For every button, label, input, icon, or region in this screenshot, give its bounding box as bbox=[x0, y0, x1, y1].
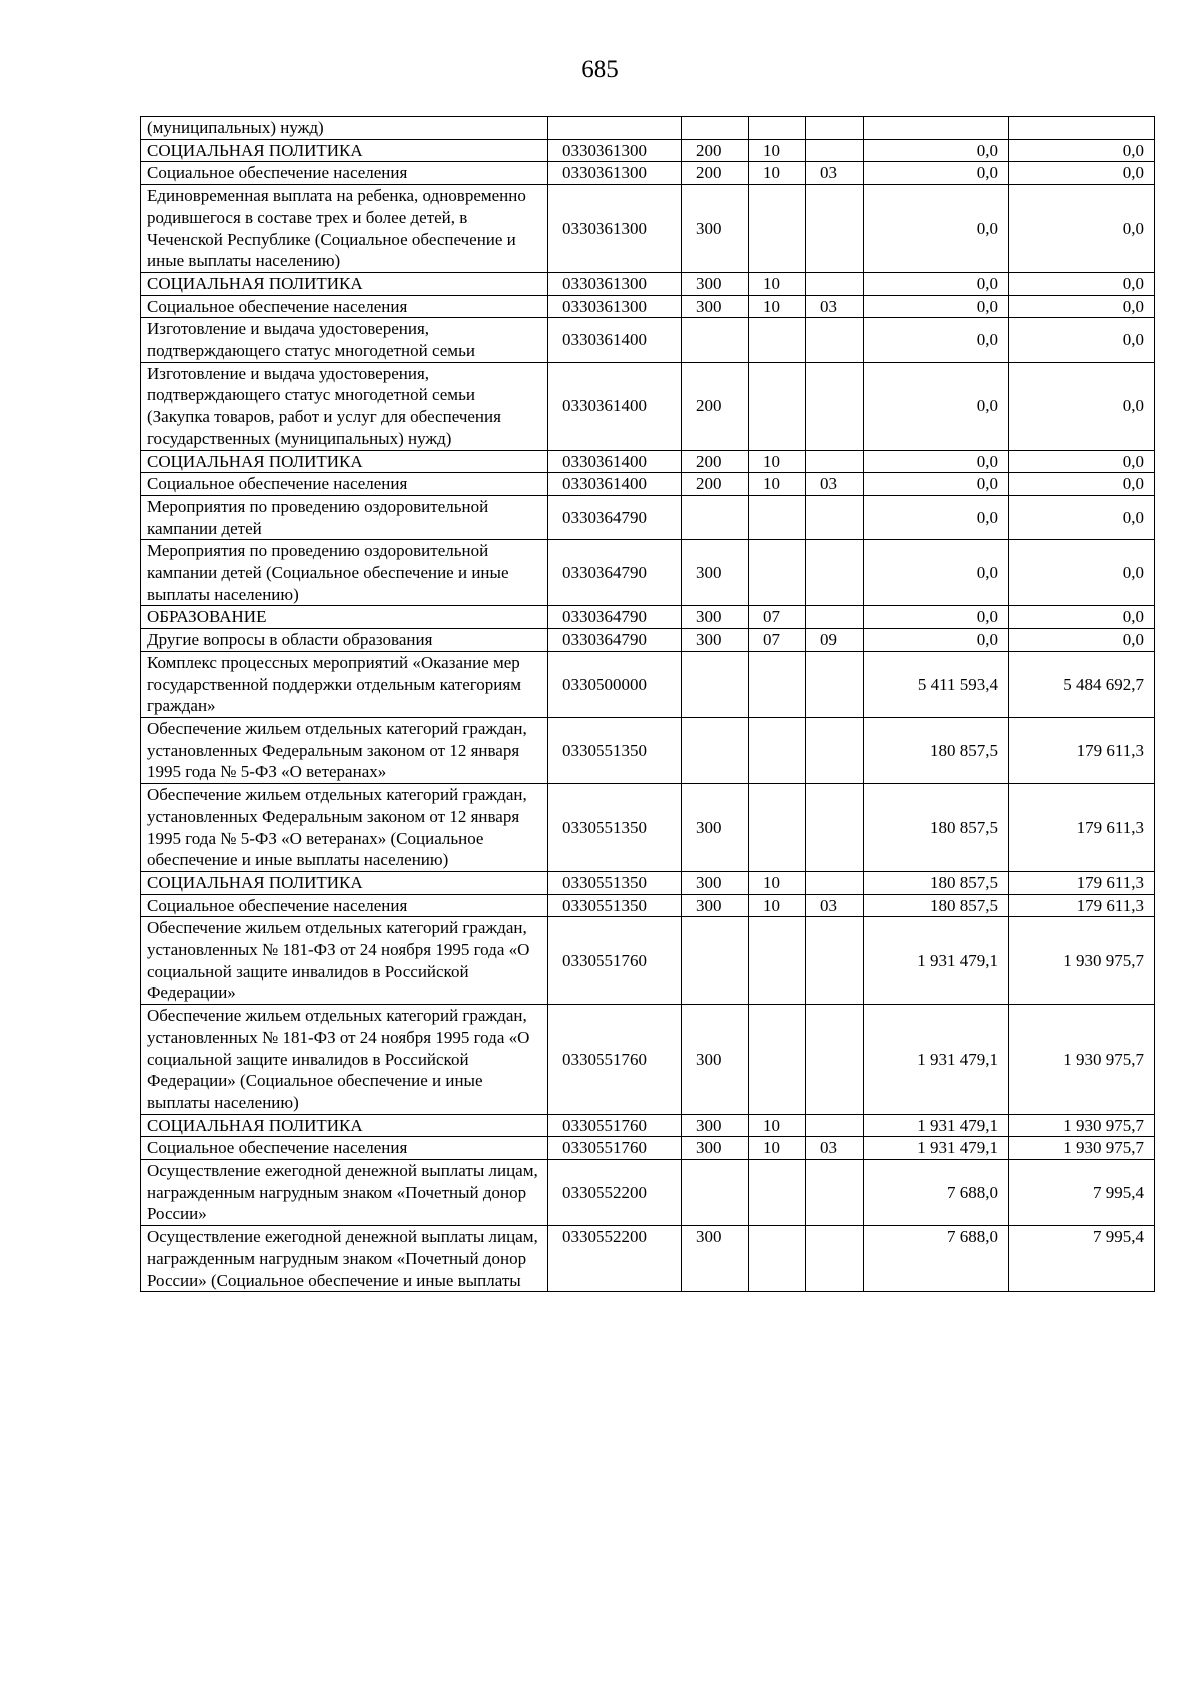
row-name: Мероприятия по проведению оздоровительной кампании детей (Социальное обеспечение и иные выплаты населению) bbox=[141, 540, 548, 606]
row-code: 0330551760 bbox=[548, 1137, 682, 1160]
row-name: СОЦИАЛЬНАЯ ПОЛИТИКА bbox=[141, 272, 548, 295]
row-name: Обеспечение жильем отдельных категорий граждан, установленных Федеральным законом от 12 января 1995 года № 5-ФЗ «О ветеранах» (Социальное обеспечение и иные выплаты населению) bbox=[141, 784, 548, 872]
table-row bbox=[141, 318, 1155, 362]
row-expense-type: 300 bbox=[682, 629, 749, 652]
row-code: 0330361300 bbox=[548, 272, 682, 295]
row-section: 10 bbox=[749, 871, 806, 894]
row-name: Обеспечение жильем отдельных категорий граждан, установленных № 181-ФЗ от 24 ноября 1995 года «О социальной защите инвалидов в Российской Федерации» bbox=[141, 917, 548, 1005]
row-expense-type bbox=[682, 917, 749, 1005]
row-expense-type: 200 bbox=[682, 362, 749, 450]
row-expense-type bbox=[682, 117, 749, 140]
row-amount-year-1: 1 931 479,1 bbox=[864, 1005, 1009, 1115]
row-code: 0330551350 bbox=[548, 871, 682, 894]
row-code: 0330361400 bbox=[548, 362, 682, 450]
table-row bbox=[141, 473, 1155, 496]
table-row bbox=[141, 450, 1155, 473]
row-expense-type: 300 bbox=[682, 1005, 749, 1115]
row-expense-type bbox=[682, 1160, 749, 1226]
row-amount-year-2: 5 484 692,7 bbox=[1009, 651, 1155, 717]
table-row bbox=[141, 1226, 1155, 1292]
row-expense-type: 300 bbox=[682, 1226, 749, 1292]
row-name: Осуществление ежегодной денежной выплаты лицам, награжденным нагрудным знаком «Почетный донор России» (Социальное обеспечение и иные выплаты bbox=[141, 1226, 548, 1292]
row-amount-year-1: 1 931 479,1 bbox=[864, 1137, 1009, 1160]
row-name: Социальное обеспечение населения bbox=[141, 295, 548, 318]
row-code: 0330552200 bbox=[548, 1226, 682, 1292]
row-section bbox=[749, 1005, 806, 1115]
row-amount-year-2: 0,0 bbox=[1009, 139, 1155, 162]
row-expense-type: 200 bbox=[682, 139, 749, 162]
row-amount-year-2: 0,0 bbox=[1009, 272, 1155, 295]
row-code: 0330361400 bbox=[548, 318, 682, 362]
row-amount-year-1: 0,0 bbox=[864, 473, 1009, 496]
row-amount-year-1: 7 688,0 bbox=[864, 1226, 1009, 1292]
table-row bbox=[141, 139, 1155, 162]
row-amount-year-1: 180 857,5 bbox=[864, 894, 1009, 917]
row-expense-type: 300 bbox=[682, 1137, 749, 1160]
row-expense-type: 300 bbox=[682, 540, 749, 606]
row-code: 0330364790 bbox=[548, 540, 682, 606]
row-amount-year-2: 0,0 bbox=[1009, 495, 1155, 539]
row-subsection bbox=[806, 606, 864, 629]
row-amount-year-1: 0,0 bbox=[864, 450, 1009, 473]
row-name: Обеспечение жильем отдельных категорий граждан, установленных № 181-ФЗ от 24 ноября 1995 года «О социальной защите инвалидов в Российской Федерации» (Социальное обеспечение и иные выплаты населению) bbox=[141, 1005, 548, 1115]
row-code: 0330551760 bbox=[548, 917, 682, 1005]
row-amount-year-2: 0,0 bbox=[1009, 185, 1155, 273]
row-amount-year-1: 0,0 bbox=[864, 295, 1009, 318]
row-section: 10 bbox=[749, 295, 806, 318]
table-row bbox=[141, 185, 1155, 273]
row-expense-type: 300 bbox=[682, 295, 749, 318]
table-row bbox=[141, 1160, 1155, 1226]
row-amount-year-2 bbox=[1009, 117, 1155, 140]
table-row bbox=[141, 871, 1155, 894]
row-section bbox=[749, 540, 806, 606]
row-subsection: 03 bbox=[806, 1137, 864, 1160]
row-subsection bbox=[806, 871, 864, 894]
row-name: Комплекс процессных мероприятий «Оказание мер государственной поддержки отдельным категориям граждан» bbox=[141, 651, 548, 717]
row-amount-year-1: 0,0 bbox=[864, 139, 1009, 162]
row-code: 0330361300 bbox=[548, 162, 682, 185]
row-amount-year-2: 1 930 975,7 bbox=[1009, 1137, 1155, 1160]
row-name: СОЦИАЛЬНАЯ ПОЛИТИКА bbox=[141, 139, 548, 162]
row-amount-year-2: 0,0 bbox=[1009, 540, 1155, 606]
row-expense-type bbox=[682, 717, 749, 783]
row-amount-year-2: 0,0 bbox=[1009, 318, 1155, 362]
row-amount-year-1: 0,0 bbox=[864, 606, 1009, 629]
row-expense-type: 200 bbox=[682, 162, 749, 185]
row-name: ОБРАЗОВАНИЕ bbox=[141, 606, 548, 629]
row-subsection bbox=[806, 784, 864, 872]
row-section bbox=[749, 1226, 806, 1292]
row-amount-year-1: 0,0 bbox=[864, 185, 1009, 273]
row-subsection bbox=[806, 139, 864, 162]
row-amount-year-2: 179 611,3 bbox=[1009, 717, 1155, 783]
row-name: СОЦИАЛЬНАЯ ПОЛИТИКА bbox=[141, 871, 548, 894]
row-amount-year-2: 1 930 975,7 bbox=[1009, 917, 1155, 1005]
row-section: 10 bbox=[749, 272, 806, 295]
row-name: Осуществление ежегодной денежной выплаты лицам, награжденным нагрудным знаком «Почетный донор России» bbox=[141, 1160, 548, 1226]
row-amount-year-2: 179 611,3 bbox=[1009, 894, 1155, 917]
table-row bbox=[141, 629, 1155, 652]
row-name: Изготовление и выдача удостоверения, подтверждающего статус многодетной семьи bbox=[141, 318, 548, 362]
row-section bbox=[749, 784, 806, 872]
row-section: 07 bbox=[749, 629, 806, 652]
row-code: 0330361300 bbox=[548, 139, 682, 162]
table-row bbox=[141, 784, 1155, 872]
row-amount-year-1: 0,0 bbox=[864, 495, 1009, 539]
row-section bbox=[749, 651, 806, 717]
page-number: 685 bbox=[581, 56, 619, 83]
row-subsection bbox=[806, 117, 864, 140]
row-subsection bbox=[806, 1005, 864, 1115]
table-row bbox=[141, 606, 1155, 629]
row-amount-year-2: 179 611,3 bbox=[1009, 871, 1155, 894]
row-expense-type: 200 bbox=[682, 473, 749, 496]
row-section: 10 bbox=[749, 1114, 806, 1137]
row-amount-year-2: 0,0 bbox=[1009, 450, 1155, 473]
row-amount-year-2: 0,0 bbox=[1009, 362, 1155, 450]
table-row bbox=[141, 495, 1155, 539]
row-section bbox=[749, 917, 806, 1005]
row-section bbox=[749, 185, 806, 273]
row-amount-year-2: 179 611,3 bbox=[1009, 784, 1155, 872]
row-section bbox=[749, 117, 806, 140]
row-name: Изготовление и выдача удостоверения, подтверждающего статус многодетной семьи (Закупка товаров, работ и услуг для обеспечения государственных (муниципальных) нужд) bbox=[141, 362, 548, 450]
row-amount-year-1: 7 688,0 bbox=[864, 1160, 1009, 1226]
row-code: 0330364790 bbox=[548, 629, 682, 652]
row-subsection: 03 bbox=[806, 894, 864, 917]
table-row bbox=[141, 272, 1155, 295]
row-code: 0330551350 bbox=[548, 784, 682, 872]
row-name: Единовременная выплата на ребенка, одновременно родившегося в составе трех и более детей, в Чеченской Республике (Социальное обеспечение и иные выплаты населению) bbox=[141, 185, 548, 273]
row-subsection: 03 bbox=[806, 473, 864, 496]
row-name: Социальное обеспечение населения bbox=[141, 1137, 548, 1160]
table-row bbox=[141, 717, 1155, 783]
row-expense-type: 300 bbox=[682, 606, 749, 629]
row-amount-year-2: 7 995,4 bbox=[1009, 1226, 1155, 1292]
row-code: 0330361400 bbox=[548, 473, 682, 496]
row-name: СОЦИАЛЬНАЯ ПОЛИТИКА bbox=[141, 450, 548, 473]
row-code: 0330551350 bbox=[548, 894, 682, 917]
row-subsection bbox=[806, 1160, 864, 1226]
row-code: 0330552200 bbox=[548, 1160, 682, 1226]
row-amount-year-1: 0,0 bbox=[864, 629, 1009, 652]
table-row bbox=[141, 362, 1155, 450]
row-expense-type: 200 bbox=[682, 450, 749, 473]
row-section: 10 bbox=[749, 162, 806, 185]
row-subsection bbox=[806, 540, 864, 606]
row-amount-year-1: 180 857,5 bbox=[864, 871, 1009, 894]
row-section: 10 bbox=[749, 450, 806, 473]
table-row bbox=[141, 1114, 1155, 1137]
row-expense-type: 300 bbox=[682, 871, 749, 894]
row-name: Обеспечение жильем отдельных категорий граждан, установленных Федеральным законом от 12 января 1995 года № 5-ФЗ «О ветеранах» bbox=[141, 717, 548, 783]
row-expense-type: 300 bbox=[682, 784, 749, 872]
row-amount-year-1: 0,0 bbox=[864, 272, 1009, 295]
row-expense-type bbox=[682, 651, 749, 717]
row-subsection bbox=[806, 495, 864, 539]
row-amount-year-2: 0,0 bbox=[1009, 629, 1155, 652]
row-code: 0330551350 bbox=[548, 717, 682, 783]
row-section: 10 bbox=[749, 473, 806, 496]
row-section: 10 bbox=[749, 139, 806, 162]
row-section: 07 bbox=[749, 606, 806, 629]
row-subsection bbox=[806, 717, 864, 783]
row-section bbox=[749, 717, 806, 783]
row-amount-year-2: 7 995,4 bbox=[1009, 1160, 1155, 1226]
row-subsection bbox=[806, 1114, 864, 1137]
table-row bbox=[141, 117, 1155, 140]
row-amount-year-2: 0,0 bbox=[1009, 606, 1155, 629]
row-name: Социальное обеспечение населения bbox=[141, 162, 548, 185]
row-code: 0330551760 bbox=[548, 1005, 682, 1115]
row-amount-year-2: 0,0 bbox=[1009, 162, 1155, 185]
row-subsection bbox=[806, 651, 864, 717]
row-amount-year-1: 1 931 479,1 bbox=[864, 1114, 1009, 1137]
row-amount-year-2: 1 930 975,7 bbox=[1009, 1005, 1155, 1115]
row-code: 0330361300 bbox=[548, 295, 682, 318]
row-expense-type: 300 bbox=[682, 272, 749, 295]
table-row bbox=[141, 295, 1155, 318]
table-row bbox=[141, 162, 1155, 185]
row-section bbox=[749, 318, 806, 362]
row-section bbox=[749, 1160, 806, 1226]
row-section bbox=[749, 495, 806, 539]
row-code bbox=[548, 117, 682, 140]
row-name: Социальное обеспечение населения bbox=[141, 894, 548, 917]
row-amount-year-2: 0,0 bbox=[1009, 295, 1155, 318]
table-row bbox=[141, 540, 1155, 606]
row-amount-year-1: 0,0 bbox=[864, 540, 1009, 606]
row-subsection bbox=[806, 917, 864, 1005]
row-expense-type bbox=[682, 495, 749, 539]
row-amount-year-2: 0,0 bbox=[1009, 473, 1155, 496]
row-name: Социальное обеспечение населения bbox=[141, 473, 548, 496]
table-row bbox=[141, 1137, 1155, 1160]
row-subsection bbox=[806, 185, 864, 273]
row-amount-year-2: 1 930 975,7 bbox=[1009, 1114, 1155, 1137]
row-subsection bbox=[806, 362, 864, 450]
table-row bbox=[141, 894, 1155, 917]
row-subsection bbox=[806, 1226, 864, 1292]
row-code: 0330500000 bbox=[548, 651, 682, 717]
row-section: 10 bbox=[749, 894, 806, 917]
row-name: СОЦИАЛЬНАЯ ПОЛИТИКА bbox=[141, 1114, 548, 1137]
row-expense-type: 300 bbox=[682, 894, 749, 917]
row-code: 0330361400 bbox=[548, 450, 682, 473]
table-row bbox=[141, 651, 1155, 717]
row-subsection bbox=[806, 318, 864, 362]
row-subsection: 03 bbox=[806, 295, 864, 318]
row-name: (муниципальных) нужд) bbox=[141, 117, 548, 140]
table-row bbox=[141, 917, 1155, 1005]
row-expense-type: 300 bbox=[682, 1114, 749, 1137]
row-amount-year-1: 0,0 bbox=[864, 318, 1009, 362]
row-subsection bbox=[806, 450, 864, 473]
row-code: 0330364790 bbox=[548, 495, 682, 539]
table-row bbox=[141, 1005, 1155, 1115]
row-amount-year-1: 180 857,5 bbox=[864, 784, 1009, 872]
row-expense-type bbox=[682, 318, 749, 362]
row-amount-year-1: 180 857,5 bbox=[864, 717, 1009, 783]
row-expense-type: 300 bbox=[682, 185, 749, 273]
row-amount-year-1 bbox=[864, 117, 1009, 140]
row-section bbox=[749, 362, 806, 450]
budget-table bbox=[140, 116, 1155, 1292]
row-subsection bbox=[806, 272, 864, 295]
row-code: 0330361300 bbox=[548, 185, 682, 273]
row-amount-year-1: 0,0 bbox=[864, 162, 1009, 185]
row-name: Мероприятия по проведению оздоровительной кампании детей bbox=[141, 495, 548, 539]
row-amount-year-1: 0,0 bbox=[864, 362, 1009, 450]
row-section: 10 bbox=[749, 1137, 806, 1160]
row-subsection: 09 bbox=[806, 629, 864, 652]
row-name: Другие вопросы в области образования bbox=[141, 629, 548, 652]
row-amount-year-1: 5 411 593,4 bbox=[864, 651, 1009, 717]
row-subsection: 03 bbox=[806, 162, 864, 185]
row-code: 0330551760 bbox=[548, 1114, 682, 1137]
row-amount-year-1: 1 931 479,1 bbox=[864, 917, 1009, 1005]
row-code: 0330364790 bbox=[548, 606, 682, 629]
